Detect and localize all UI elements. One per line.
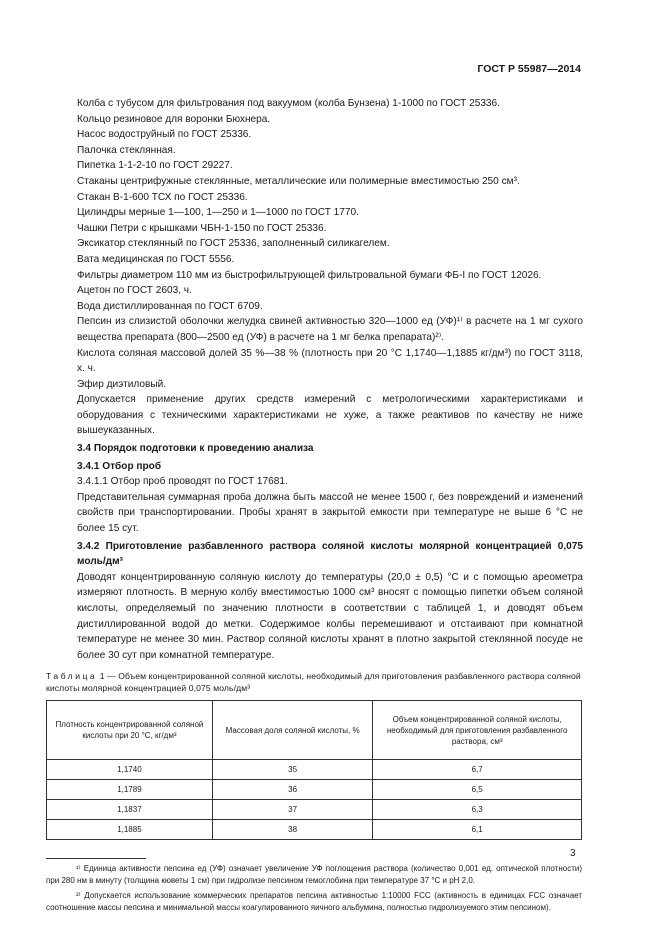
table-cell: 6,1	[373, 820, 582, 840]
equipment-item: Ацетон по ГОСТ 2603, ч.	[77, 285, 192, 297]
table-cell: 1,1837	[47, 800, 213, 820]
table-cell: 1,1789	[47, 780, 213, 800]
table-caption	[46, 671, 582, 694]
equipment-item: Вода дистиллированная по ГОСТ 6709.	[77, 300, 263, 312]
equipment-item: Эксикатор стеклянный по ГОСТ 25336, заполненный силикагелем.	[77, 238, 390, 250]
footnote-1: ¹⁾ Единица активности пепсина ед (УФ) означает увеличение УФ поглощения раствора (количество 0,001 ед. оптической плотности) при 280 нм в минуту (толщина кюветы 1 см) при гидролизе пепсином гемоглобина при температуре 37 °С и pH 2,0.	[46, 864, 582, 886]
table-caption-text: 1 — Объем концентрированной соляной кислоты, необходимый для приготовления разбавленного раствора соляной кислоты молярной концентрацией 0,075 моль/дм³	[46, 671, 581, 693]
table-row	[47, 780, 582, 800]
section-3-4-1-1-text: 3.4.1.1 Отбор проб проводят по ГОСТ 17681.	[77, 476, 288, 488]
equipment-item: Колба с тубусом для фильтрования под вакуумом (колба Бунзена) 1-1000 по ГОСТ 25336.	[77, 98, 500, 109]
section-3-4-2-heading: 3.4.2 Приготовление разбавленного раствора соляной кислоты молярной концентрацией 0,075 моль/дм³	[77, 540, 583, 568]
equipment-item: Чашки Петри с крышками ЧБН-1-150 по ГОСТ 25336.	[77, 222, 327, 234]
equipment-item: Вата медицинская по ГОСТ 5556.	[77, 253, 235, 265]
table-cell: 38	[212, 820, 373, 840]
section-3-4-1-heading: 3.4.1 Отбор проб	[77, 460, 162, 472]
standard-header: ГОСТ Р 55987—2014	[477, 63, 581, 75]
table-header-density: Плотность концентрированной соляной кислоты при 20 °С, кг/дм³	[47, 701, 213, 760]
table-row	[47, 800, 582, 820]
ether-item: Эфир диэтиловый.	[77, 378, 167, 390]
preparation-paragraph: Доводят концентрированную соляную кислоту до температуры (20,0 ± 0,5) °С и с помощью ареометра измеряют плотность. В мерную колбу вместимостью 1000 см³ вносят с помощью пипетки объем соляной кислоты, определяемый по значению плотности в соответствии с таблицей 1, и доводят объем дистиллированной водой до метки. Содержимое колбы перемешивают и отстаивают при комнатной температуре не менее 30 мин. Раствор соляной кислоты хранят в плотно закрытой стеклянной посуде не более 30 сут при комнатной температуре.	[77, 571, 583, 661]
equipment-item: Стакан В-1-600 ТСХ по ГОСТ 25336.	[77, 191, 248, 203]
allowance-paragraph: Допускается применение других средств измерений с метрологическими характеристиками и оборудования с техническими характеристиками не хуже, а также реактивов по качеству не ниже вышеуказанных.	[77, 394, 583, 437]
hcl-item: Кислота соляная массовой долей 35 %—38 % (плотность при 20 °С 1,1740—1,1885 кг/дм³) по ГОСТ 3118, х. ч.	[77, 347, 583, 375]
equipment-list	[77, 96, 583, 314]
sample-paragraph: Представительная суммарная проба должна быть массой не менее 1500 г, без повреждений и изменений свойств при транспортировании. Пробы хранят в закрытой емкости при температуре не выше 6 °С не более 15 сут.	[77, 491, 583, 535]
table-cell: 1,1740	[47, 760, 213, 780]
pepsin-item: Пепсин из слизистой оболочки желудка свиней активностью 320—1000 ед (УФ)¹⁾ в расчете на 1 мг сухого вещества препарата (800—2500 ед (УФ) в расчете на 1 мг белка препарата)²⁾.	[77, 316, 583, 343]
table-header-mass-fraction: Массовая доля соляной кислоты, %	[212, 701, 373, 760]
table-row	[47, 760, 582, 780]
section-3-4-heading: 3.4 Порядок подготовки к проведению анализа	[77, 443, 314, 455]
footnote-divider	[46, 858, 146, 859]
equipment-item: Насос водоструйный по ГОСТ 25336.	[77, 129, 252, 141]
equipment-item: Цилиндры мерные 1—100, 1—250 и 1—1000 по ГОСТ 1770.	[77, 207, 359, 219]
table-cell: 35	[212, 760, 373, 780]
table-cell: 1,1885	[47, 820, 213, 840]
table-cell: 37	[212, 800, 373, 820]
footnote-2: ²⁾ Допускается использование коммерческих препаратов пепсина активностью 1:10000 FCC (активность в единицах FCC означает соотношение массы пепсина и минимальной массы коагулированного яичного альбумина, полностью гидролизуемого этим пепсином).	[46, 891, 582, 913]
equipment-item: Пипетка 1-1-2-10 по ГОСТ 29227.	[77, 160, 233, 172]
main-text	[46, 96, 583, 914]
table-header-volume: Объем концентрированной соляной кислоты, необходимый для приготовления разбавленного раствора, см³	[373, 701, 582, 760]
table-cell: 36	[212, 780, 373, 800]
hcl-volume-table	[46, 700, 582, 840]
table-cell: 6,3	[373, 800, 582, 820]
table-row	[47, 820, 582, 840]
table-caption-word: Таблица	[46, 671, 98, 682]
equipment-item: Кольцо резиновое для воронки Бюхнера.	[77, 113, 271, 125]
table-cell: 6,7	[373, 760, 582, 780]
equipment-item: Палочка стеклянная.	[77, 144, 176, 156]
equipment-item: Стаканы центрифужные стеклянные, металлические или полимерные вместимостью 250 см³.	[77, 175, 520, 187]
page-number: 3	[570, 848, 576, 859]
table-cell: 6,5	[373, 780, 582, 800]
equipment-item: Фильтры диаметром 110 мм из быстрофильтрующей фильтровальной бумаги ФБ-I по ГОСТ 12026.	[77, 269, 542, 281]
